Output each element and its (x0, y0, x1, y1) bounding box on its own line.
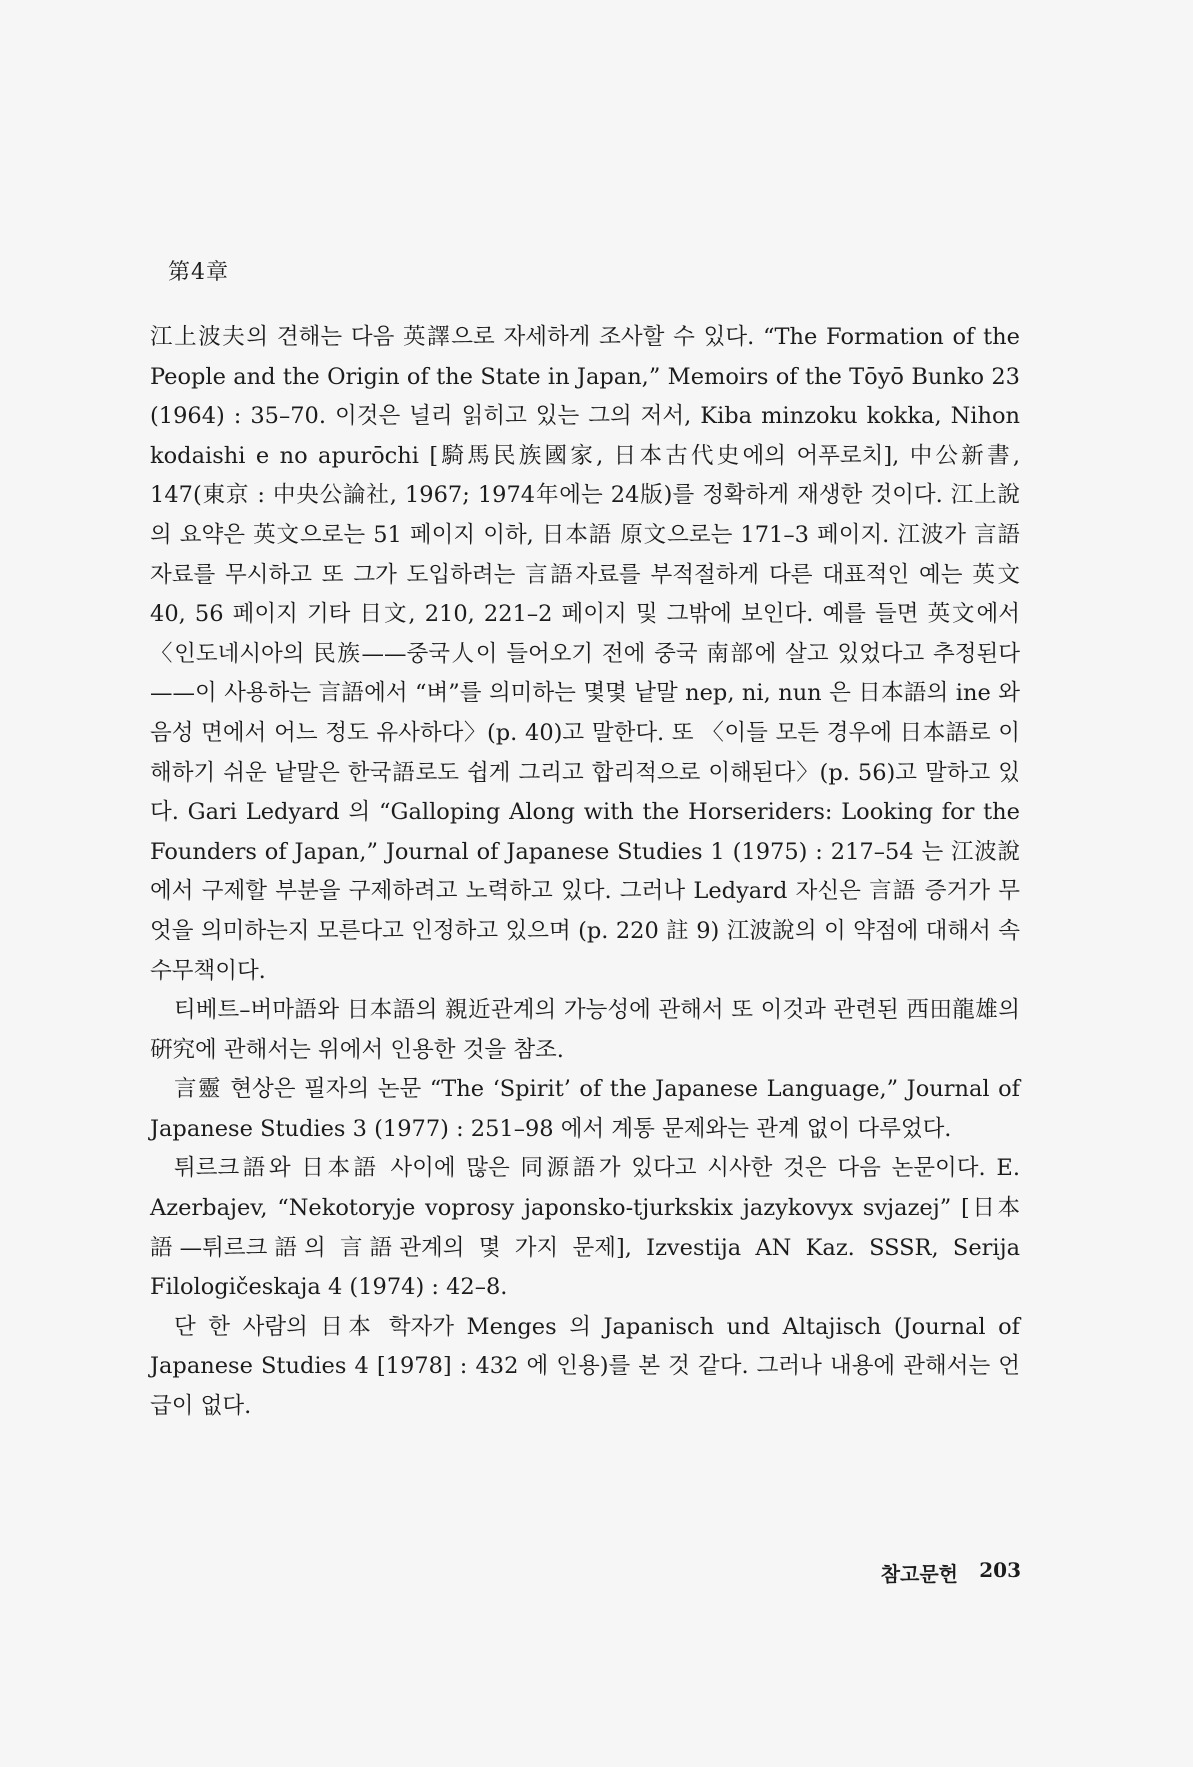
page-footer (0, 1558, 1193, 1588)
paragraph-turkic: 튀르크語와 日本語 사이에 많은 同源語가 있다고 시사한 것은 다음 논문이다. E. Azerbajev, “Nekotoryje voprosy japonsko-tjurkskix jazykovyx svjazej” [日本語—튀르크語의 言語관계의 몇 가지 문제], Izvestija AN Kaz. SSSR, Serija Filologičeskaja 4 (1974) : 42–8. (150, 1155, 1020, 1301)
section-label: 참고문헌 (880, 1562, 958, 1586)
paragraph-menges: 단 한 사람의 日本 학자가 Menges 의 Japanisch und Altajisch (Journal of Japanese Studies 4 [1978] : 432 에 인용)를 본 것 같다. 그러나 내용에 관해서는 언급이 없다. (150, 1313, 1020, 1420)
paragraph-kotodama: 言靈 현상은 필자의 논문 “The ‘Spirit’ of the Japanese Language,” Journal of Japanese Studies 3 (1977) : 251–98 에서 계통 문제와는 관계 없이 다루었다. (150, 1076, 1020, 1142)
body-text (150, 318, 1020, 1427)
paragraph-egami-theory: 江上波夫의 견해는 다음 英譯으로 자세하게 조사할 수 있다. “The Formation of the People and the Origin of the State in Japan,” Memoirs of the Tōyō Bunko 23 (1964) : 35–70. 이것은 널리 읽히고 있는 그의 저서, Kiba minzoku kokka, Nihon kodaishi e no apurōchi [騎馬民族國家, 日本古代史에의 어푸로치], 中公新書, 147(東京 : 中央公論社, 1967; 1974年에는 24版)를 정확하게 재생한 것이다. 江上說의 요약은 英文으로는 51 페이지 이하, 日本語 原文으로는 171–3 페이지. 江波가 言語자료를 무시하고 또 그가 도입하려는 言語자료를 부적절하게 다른 대표적인 예는 英文 40, 56 페이지 기타 日文, 210, 221–2 페이지 및 그밖에 보인다. 예를 들면 英文에서 〈인도네시아의 民族——중국人이 들어오기 전에 중국 南部에 살고 있었다고 추정된다——이 사용하는 言語에서 “벼”를 의미하는 몇몇 낱말 nep, ni, nun 은 日本語의 ine 와 음성 면에서 어느 정도 유사하다〉(p. 40)고 말한다. 또 〈이들 모든 경우에 日本語로 이해하기 쉬운 낱말은 한국語로도 쉽게 그리고 합리적으로 이해된다〉(p. 56)고 말하고 있다. Gari Ledyard 의 “Galloping Along with the Horseriders: Looking for the Founders of Japan,” Journal of Japanese Studies 1 (1975) : 217–54 는 江波說에서 구제할 부분을 구제하려고 노력하고 있다. 그러나 Ledyard 자신은 言語 증거가 무엇을 의미하는지 모른다고 인정하고 있으며 (p. 220 註 9) 江波說의 이 약점에 대해서 속수무책이다. (150, 324, 1020, 984)
page-number: 203 (979, 1558, 1021, 1582)
chapter-header: 第4章 (168, 260, 229, 285)
paragraph-tibeto-burman: 티베트–버마語와 日本語의 親近관계의 가능성에 관해서 또 이것과 관련된 西田龍雄의 硏究에 관해서는 위에서 인용한 것을 참조. (150, 997, 1020, 1063)
